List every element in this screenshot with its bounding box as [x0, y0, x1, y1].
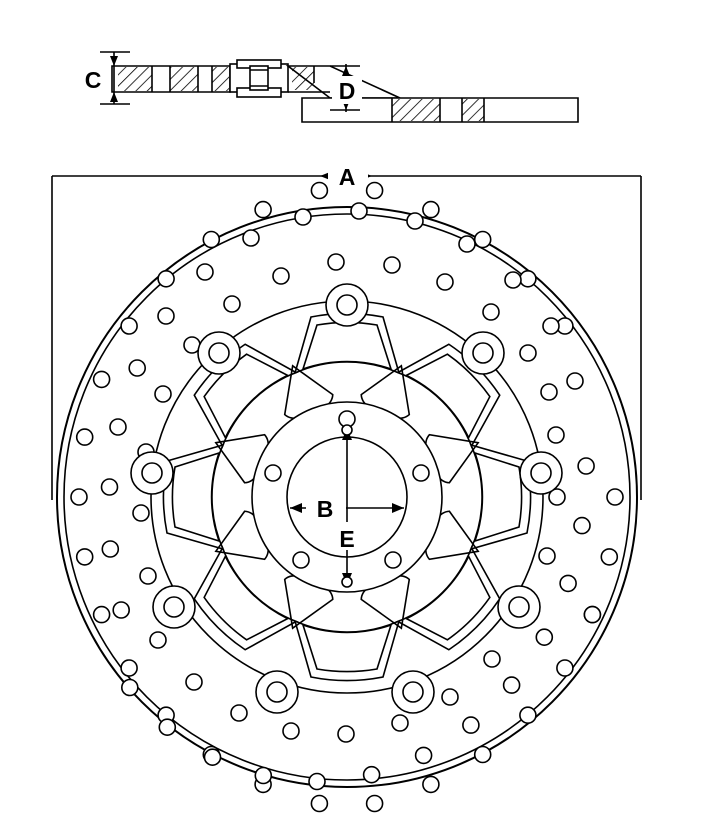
section-left-plate — [112, 66, 230, 92]
section-center-hub — [230, 60, 288, 97]
dimension-label-a: A — [338, 164, 356, 190]
dimension-label-b: B — [316, 496, 334, 522]
dimension-label-e: E — [339, 526, 355, 552]
dimension-label-d: D — [338, 78, 356, 104]
dimension-label-c: C — [84, 67, 102, 93]
front-view — [52, 164, 641, 812]
side-section-view — [78, 52, 578, 122]
